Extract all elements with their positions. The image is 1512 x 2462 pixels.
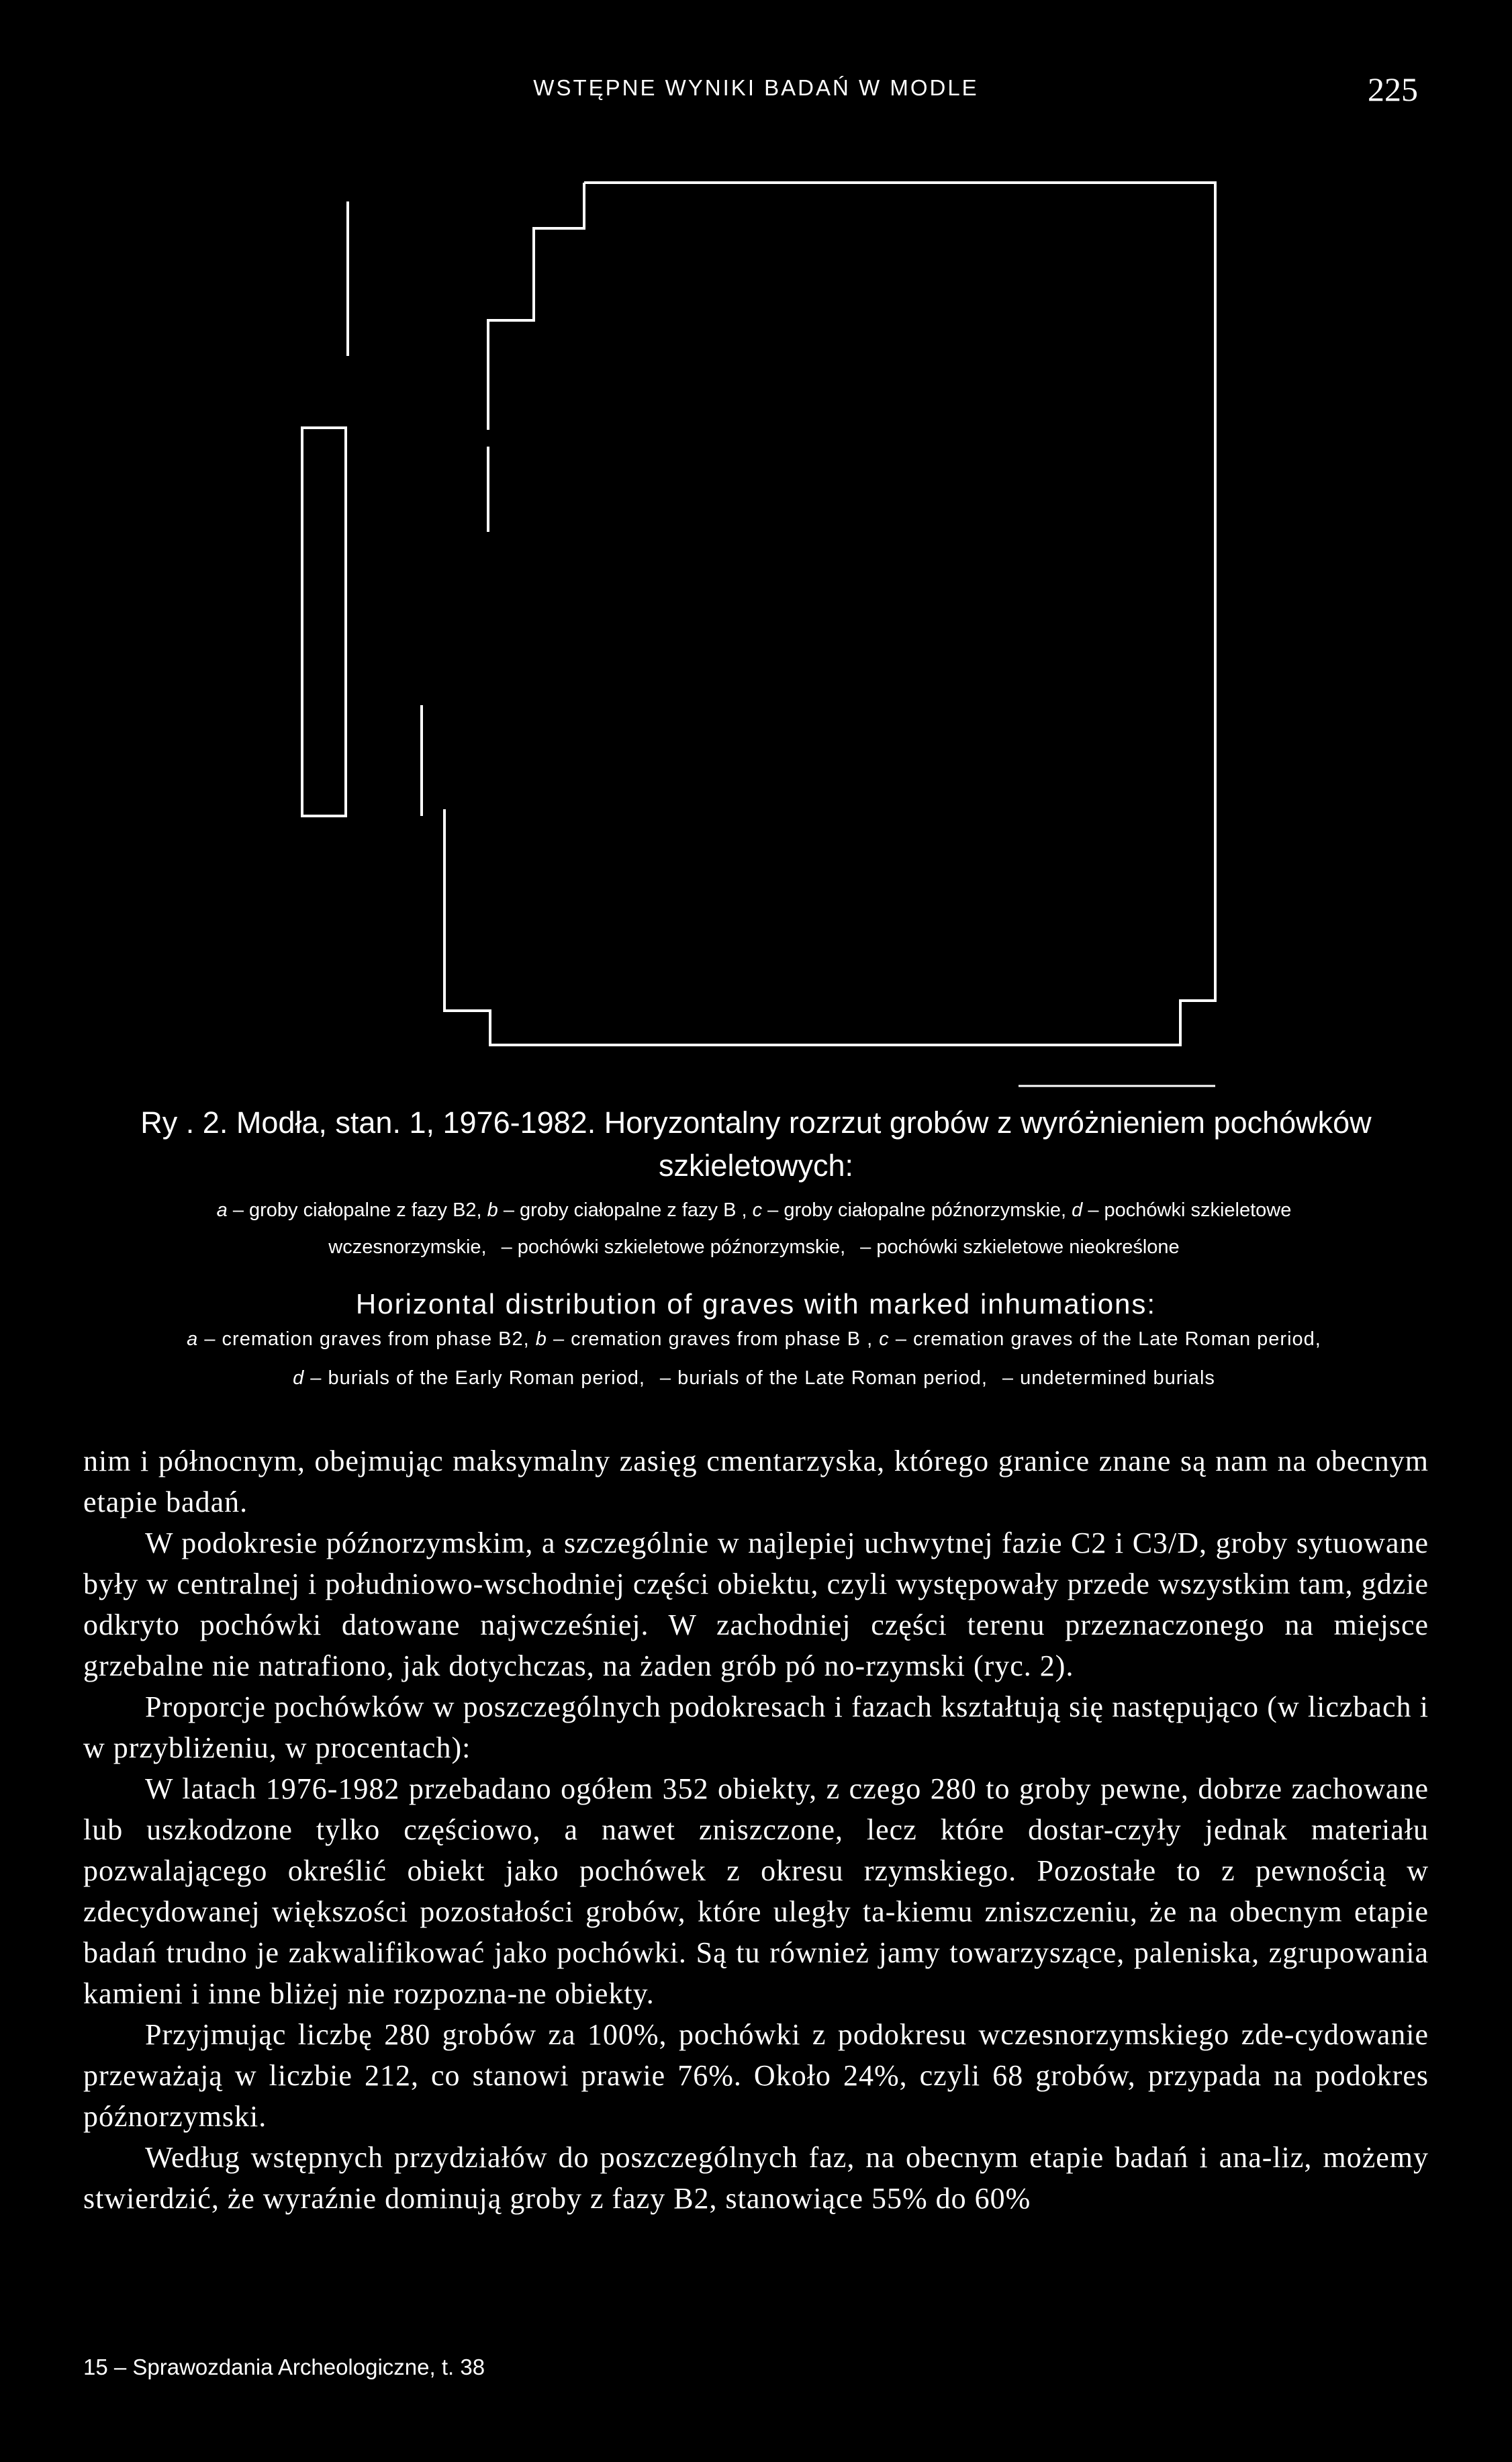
legend-pl-text-c: – groby ciałopalne późnorzymskie,	[762, 1199, 1072, 1221]
figure-caption-en: Horizontal distribution of graves with marked inhumations:	[355, 1288, 1157, 1320]
legend-pl-key-c: c	[752, 1199, 763, 1221]
paragraph-4: W latach 1976-1982 przebadano ogółem 352 obiekty, z czego 280 to groby pewne, dobrze zachowane lub uszkodzone tylko częściowo, a nawet zniszczone, lecz które dostar-czyły jednak materiału pozwalającego określić obiekt jako pochówek z okresu rzymskiego. Pozostałe to z pewnością w zdecydowanej większości pozostałości grobów, które uległy ta-kiemu zniszczeniu, że na obecnym etapie badań trudno je zakwalifikować jako pochówki. Są tu również jamy towarzyszące, paleniska, zgrupowania kamieni i inne bliżej nie rozpozna-ne obiekty.	[83, 1772, 1429, 2010]
legend-pl-text-b: – groby ciałopalne z fazy B ,	[498, 1199, 753, 1221]
paragraph-3: Proporcje pochówków w poszczególnych podokresach i fazach kształtują się następująco (w liczbach i w przybliżeniu, w procentach):	[83, 1690, 1429, 1764]
legend-en-text-c: – cremation graves of the Late Roman period,	[889, 1328, 1321, 1350]
figure-caption-pl-line1: Ry . 2. Modła, stan. 1, 1976-1982. Horyzontalny rozrzut grobów z wyróżnieniem pochówków	[140, 1105, 1372, 1140]
figure-caption-pl	[83, 1101, 1429, 1187]
legend-en-text-b: – cremation graves from phase B ,	[547, 1328, 880, 1350]
body-text	[83, 1441, 1429, 2219]
excavation-upper-step-outline	[488, 183, 584, 430]
footer-signature: 15 – Sprawozdania Archeologiczne, t. 38	[83, 2355, 485, 2379]
legend-pl-text-f: – pochówki szkieletowe nieokreślone	[860, 1236, 1180, 1258]
figure-legend-pl	[79, 1192, 1429, 1266]
legend-pl-line2	[79, 1229, 1429, 1266]
paragraph-6: Według wstępnych przydziałów do poszczególnych faz, na obecnym etapie badań i ana-liz, możemy stwierdzić, że wyraźnie dominują groby z fazy B2, stanowiące 55% do 60%	[83, 2141, 1429, 2215]
legend-en-key-d: d	[293, 1367, 305, 1389]
legend-en-key-c: c	[879, 1328, 890, 1350]
legend-pl-key-b: b	[487, 1199, 498, 1221]
figure-legend-en	[79, 1320, 1429, 1398]
running-title: WSTĘPNE WYNIKI BADAŃ W MODLE	[533, 75, 979, 100]
page-number: 225	[1368, 71, 1418, 108]
legend-en-text-f: – undetermined burials	[1002, 1367, 1215, 1389]
legend-en-line2	[79, 1359, 1429, 1398]
legend-en-key-b: b	[535, 1328, 547, 1350]
excavation-boundary-outline	[444, 183, 1215, 1045]
paragraph-2: W podokresie późnorzymskim, a szczególnie w najlepiej uchwytnej fazie C2 i C3/D, groby sytuowane były w centralnej i południowo-wschodniej części obiektu, czyli występowały przede wszystkim tam, gdzie odkryto pochówki datowane najwcześniej. W zachodniej części terenu przeznaczonego na miejsce grzebalne nie natrafiono, jak dotychczas, na żaden grób pó no-rzymski (ryc. 2).	[83, 1526, 1429, 1682]
legend-en-line1	[79, 1320, 1429, 1359]
legend-pl-line1	[79, 1192, 1429, 1229]
excavation-plan-figure	[0, 0, 1512, 1101]
legend-pl-key-a: a	[216, 1199, 228, 1221]
legend-en-text-e: – burials of the Late Roman period,	[659, 1367, 988, 1389]
paragraph-5: Przyjmując liczbę 280 grobów za 100%, pochówki z podokresu wczesnorzymskiego zde-cydowanie przeważają w liczbie 212, co stanowi prawie 76%. Około 24%, czyli 68 grobów, przypada na podokres późnorzymski.	[83, 2018, 1429, 2133]
legend-en-text-a: – cremation graves from phase B2,	[198, 1328, 536, 1350]
legend-pl-text-d-cont: wczesnorzymskie,	[328, 1236, 487, 1258]
western-trench-outline	[302, 428, 346, 816]
legend-en-key-a: a	[187, 1328, 199, 1350]
legend-en-text-d: – burials of the Early Roman period,	[304, 1367, 645, 1389]
paragraph-1: nim i północnym, obejmując maksymalny zasięg cmentarzyska, którego granice znane są nam na obecnym etapie badań.	[83, 1445, 1429, 1518]
legend-pl-text-d: – pochówki szkieletowe	[1082, 1199, 1292, 1221]
legend-pl-text-e: – pochówki szkieletowe późnorzymskie,	[501, 1236, 846, 1258]
legend-pl-key-d: d	[1072, 1199, 1083, 1221]
legend-pl-text-a: – groby ciałopalne z fazy B2,	[227, 1199, 487, 1221]
figure-caption-pl-line2: szkieletowych:	[658, 1148, 854, 1183]
